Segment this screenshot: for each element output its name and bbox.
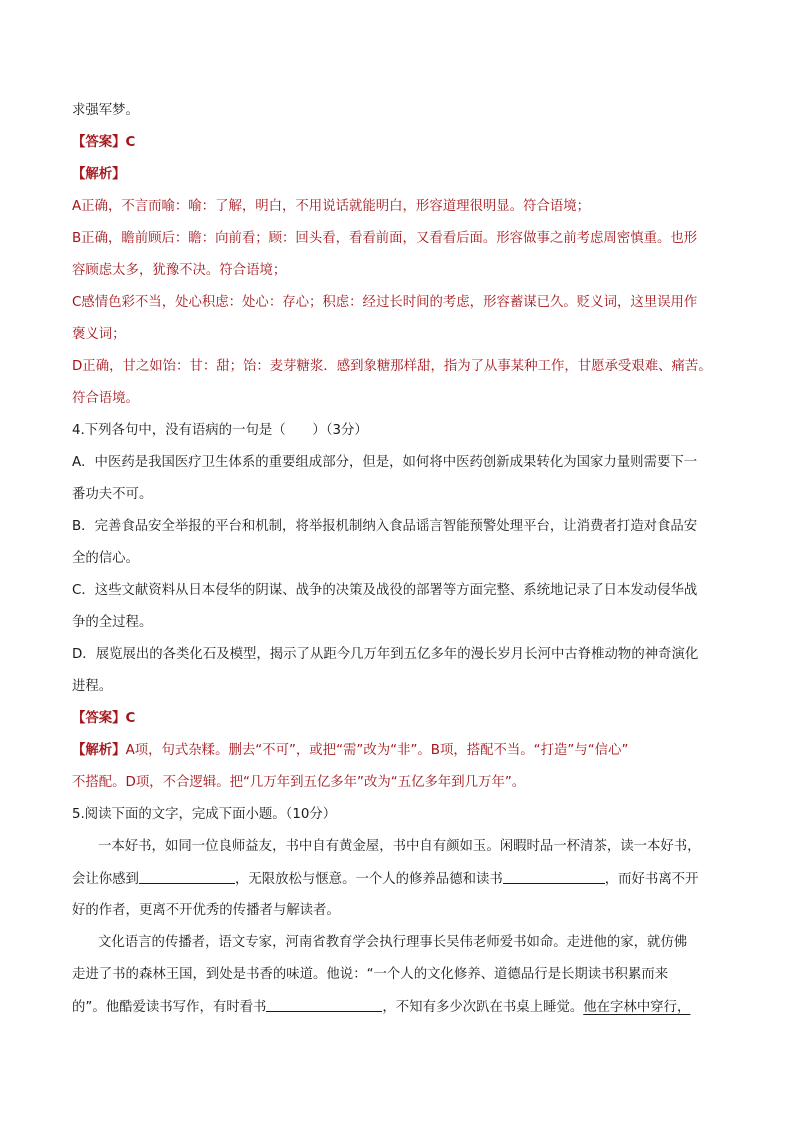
- passage-line: [72, 869, 699, 890]
- fill-blank-2[interactable]: [503, 869, 605, 884]
- answer-label: 【答案】C: [72, 135, 136, 150]
- option-line: 番功夫不可。: [72, 487, 153, 502]
- analysis-line: 符合语境。: [72, 391, 139, 406]
- analysis-line: A正确，不言而喻：喻：了解，明白，不用说话就能明白，形容道理很明显。符合语境；: [72, 199, 591, 214]
- passage-line: 文化语言的传播者，语文专家，河南省教育学会执行理事长吴伟老师爱书如命。走进他的家，就仿佛: [98, 935, 688, 950]
- passage-text: 会让你感到: [72, 872, 139, 887]
- analysis-label: 【解析】: [72, 743, 126, 758]
- analysis-line: 不搭配。D项，不合逻辑。把“几万年到五亿多年”改为“五亿多年到几万年”。: [72, 775, 526, 790]
- passage-line: 一本好书，如同一位良师益友，书中自有黄金屋，书中自有颜如玉。闲暇时品一杯清茶，读一本好书，: [98, 839, 701, 854]
- option-line: A．中医药是我国医疗卫生体系的重要组成部分，但是，如何将中医药创新成果转化为国家力量则需要下一: [72, 455, 698, 470]
- option-line: D．展览展出的各类化石及模型，揭示了从距今几万年到五亿多年的漫长岁月长河中古脊椎动物的神奇演化: [72, 647, 699, 662]
- question-stem: 4.下列各句中，没有语病的一句是（ ）（3分）: [72, 423, 368, 438]
- analysis-line: 褒义词；: [72, 327, 126, 342]
- passage-text: ，不知有多少次趴在书桌上睡觉。: [382, 1000, 584, 1015]
- analysis-text: A项，句式杂糅。删去“不可”，或把“需”改为“非”。B项，搭配不当。“打造”与“信心”: [125, 743, 629, 758]
- analysis-line: D正确，甘之如饴：甘：甜；饴：麦芽糖浆．感到象糖那样甜，指为了从事某种工作，甘愿承受艰难、痛苦。: [72, 359, 712, 374]
- fill-blank-1[interactable]: [139, 869, 235, 884]
- analysis-line: B正确，瞻前顾后：瞻：向前看；顾：回头看，看看前面，又看看后面。形容做事之前考虑周密慎重。也形: [72, 231, 698, 246]
- passage-text: ，而好书离不开: [604, 872, 699, 887]
- option-line: C．这些文献资料从日本侵华的阴谋、战争的决策及战役的部署等方面完整、系统地记录了日本发动侵华战: [72, 583, 698, 598]
- analysis-heading: 【解析】: [72, 167, 126, 182]
- passage-line: [72, 997, 690, 1018]
- option-line: B．完善食品安全举报的平台和机制，将举报机制纳入食品谣言智能预警处理平台，让消费者打造对食品安: [72, 519, 698, 534]
- analysis-line: [72, 741, 628, 761]
- passage-line: 好的作者，更离不开优秀的传播者与解读者。: [72, 903, 340, 918]
- fill-blank-3[interactable]: [266, 997, 382, 1012]
- analysis-line: 容顾虑太多，犹豫不决。符合语境；: [72, 263, 287, 278]
- text-line: 求强军梦。: [72, 103, 139, 118]
- option-line: 争的全过程。: [72, 615, 153, 630]
- passage-text: 的”。他酷爱读书写作，有时看书: [72, 1000, 267, 1015]
- option-line: 进程。: [72, 679, 113, 694]
- underlined-sentence: 他在字林中穿行，: [583, 1000, 691, 1015]
- option-line: 全的信心。: [72, 551, 139, 566]
- passage-line: 走进了书的森林王国，到处是书香的味道。他说：“一个人的文化修养、道德品行是长期读书积累而来: [72, 967, 669, 982]
- analysis-line: C感情色彩不当，处心积虑：处心：存心；积虑：经过长时间的考虑，形容蓄谋已久。贬义词，这里误用作: [72, 295, 698, 310]
- question-stem: 5.阅读下面的文字，完成下面小题。（10分）: [72, 807, 337, 822]
- passage-text: ，无限放松与惬意。一个人的修养品德和读书: [234, 872, 503, 887]
- answer-label: 【答案】C: [72, 711, 136, 726]
